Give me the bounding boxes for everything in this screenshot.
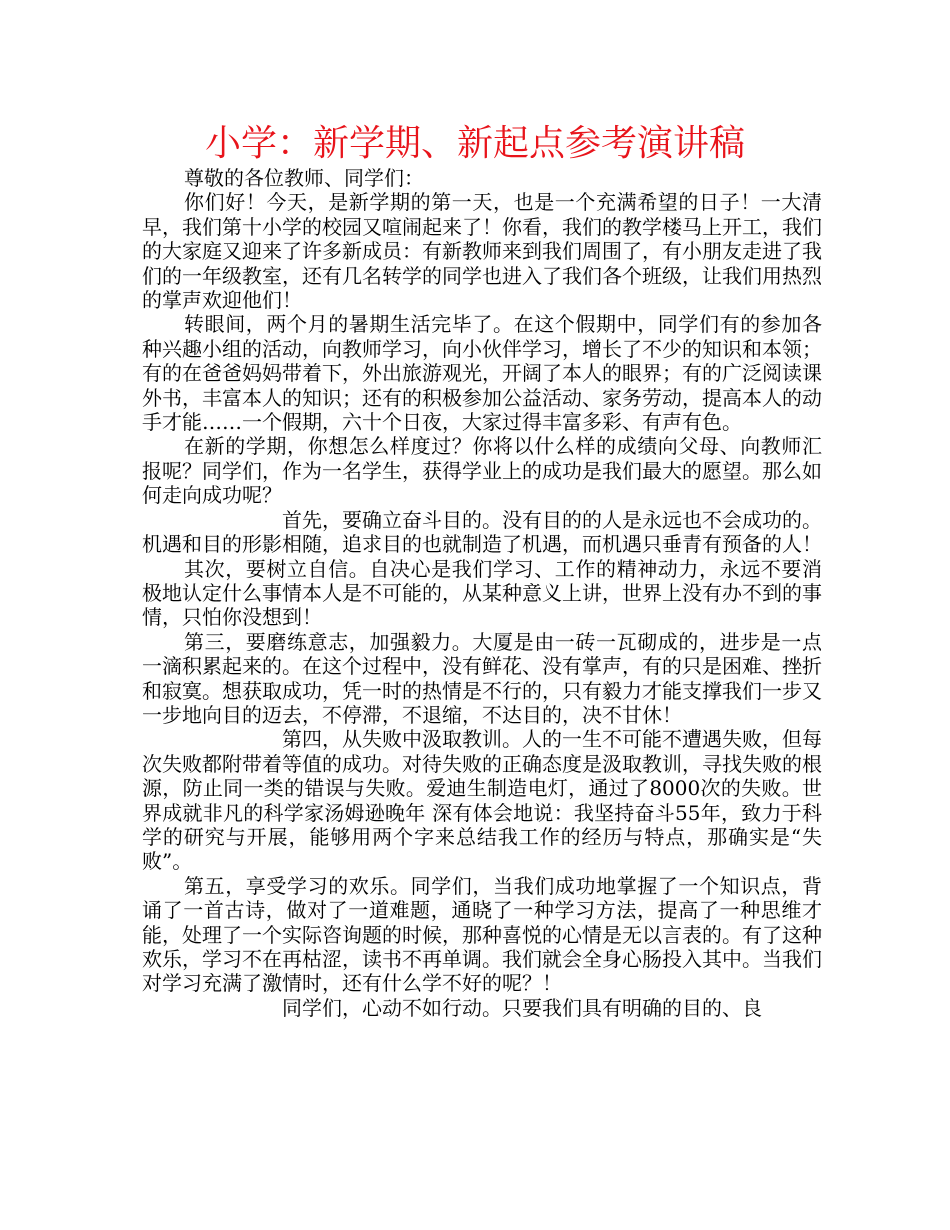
point-three-paragraph: 第三，要磨练意志，加强毅力。大厦是由一砖一瓦砌成的，进步是一点一滴积累起来的。在这个过程中，没有鲜花、没有掌声，有的只是困难、挫折和寂寞。想获取成功，凭一时的热情是不行的，只有毅力才能支撑我们一步又一步地向目的迈去，不停滞，不退缩，不达目的，决不甘休！	[142, 629, 822, 727]
document-title: 小学：新学期、新起点参考演讲稿	[204, 123, 745, 164]
summer-review-paragraph: 转眼间，两个月的暑期生活完毕了。在这个假期中，同学们有的参加各种兴趣小组的活动，向教师学习，向小伙伴学习，增长了不少的知识和本领；有的在爸爸妈妈带着下，外出旅游观光，开阔了本人的眼界；有的广泛阅读课外书，丰富本人的知识；还有的积极参加公益活动、家务劳动，提高本人的动手才能……一个假期，六十个日夜，大家过得丰富多彩、有声有色。	[142, 312, 822, 435]
document-body	[142, 166, 822, 1020]
new-semester-question-paragraph: 在新的学期，你想怎么样度过？你将以什么样的成绩向父母、向教师汇报呢？同学们，作为一名学生，获得学业上的成功是我们最大的愿望。那么如何走向成功呢？	[142, 434, 822, 508]
opening-paragraph: 你们好！今天，是新学期的第一天，也是一个充满希望的日子！一大清早，我们第十小学的校园又喧闹起来了！你看，我们的教学楼马上开工，我们的大家庭又迎来了许多新成员：有新教师来到我们周围了，有小朋友走进了我们的一年级教室，还有几名转学的同学也进入了我们各个班级，让我们用热烈的掌声欢迎他们！	[142, 190, 822, 313]
closing-paragraph: 同学们，心动不如行动。只要我们具有明确的目的、良	[282, 995, 762, 1020]
greeting-paragraph: 尊敬的各位教师、同学们：	[184, 166, 424, 190]
point-two-paragraph: 其次，要树立自信。自决心是我们学习、工作的精神动力，永远不要消极地认定什么事情本人是不可能的，从某种意义上讲，世界上没有办不到的事情，只怕你没想到！	[142, 556, 822, 630]
point-four-paragraph: 第四，从失败中汲取教训。人的一生不可能不遭遇失败，但每次失败都附带着等值的成功。对待失败的正确态度是汲取教训，寻找失败的根源，防止同一类的错误与失败。爱迪生制造电灯，通过了8000次的失败。世界成就非凡的科学家汤姆逊晚年 深有体会地说：我坚持奋斗55年，致力于科学的研究与开展，能够用两个字来总结我工作的经历与特点，那确实是“失败”。	[142, 727, 822, 874]
point-one-paragraph: 首先，要确立奋斗目的。没有目的的人是永远也不会成功的。机遇和目的形影相随，追求目的也就制造了机遇，而机遇只垂青有预备的人！	[142, 507, 822, 557]
point-five-paragraph: 第五，享受学习的欢乐。同学们，当我们成功地掌握了一个知识点，背诵了一首古诗，做对了一道难题，通晓了一种学习方法，提高了一种思维才能，处理了一个实际咨询题的时候，那种喜悦的心情是无以言表的。有了这种欢乐，学习不在再枯涩，读书不再单调。我们就会全身心肠投入其中。当我们对学习充满了激情时，还有什么学不好的呢？！	[142, 873, 822, 996]
